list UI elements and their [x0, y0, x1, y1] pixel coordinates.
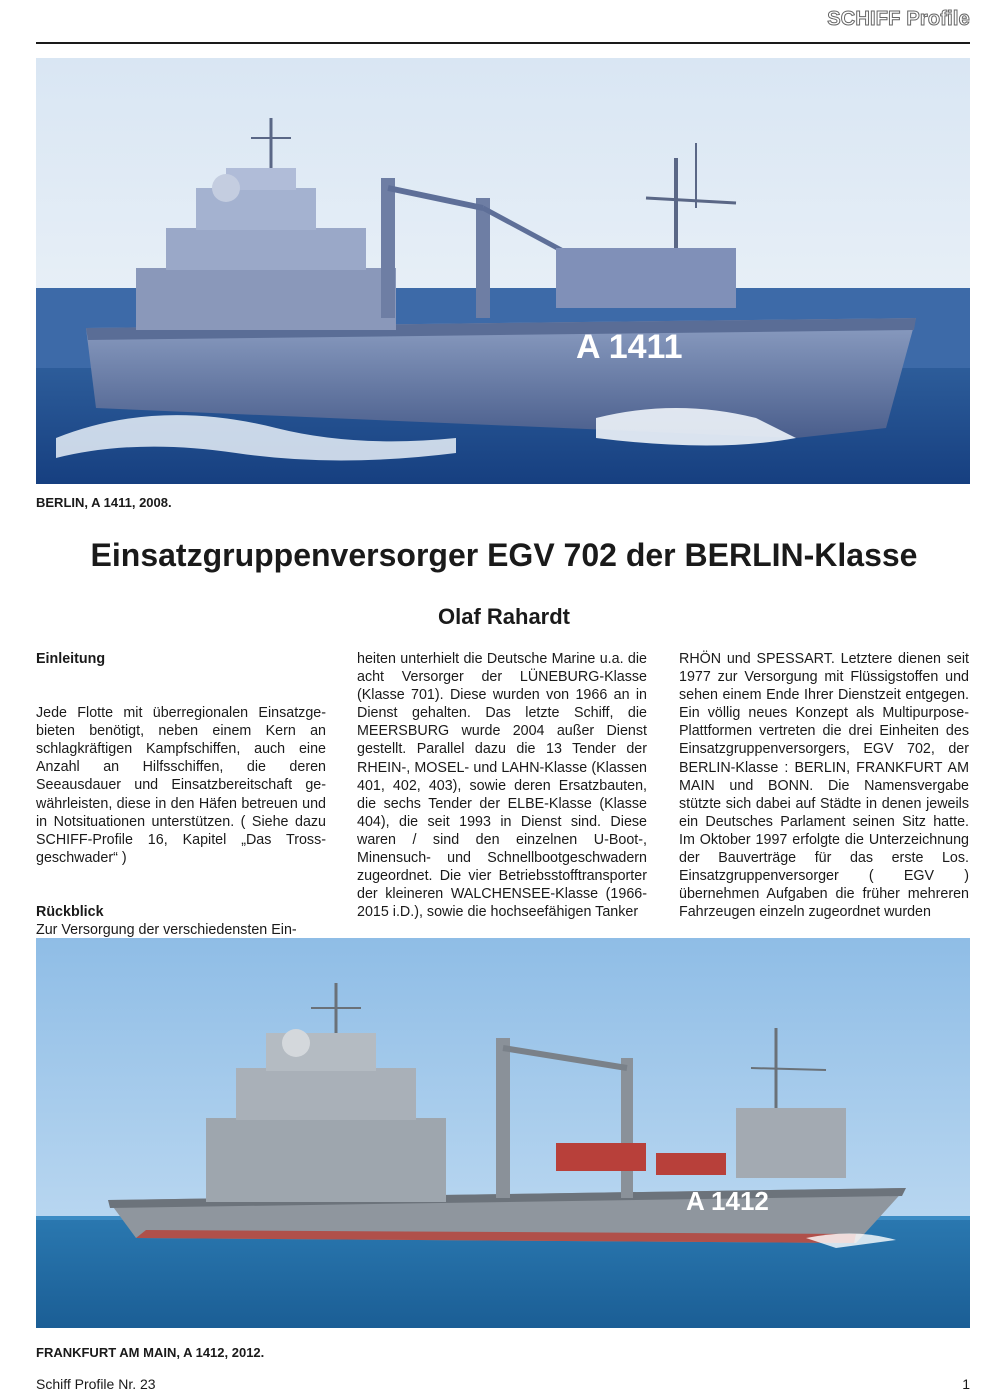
ship-illustration-frankfurt	[36, 938, 970, 1328]
article-title: Einsatzgruppenversorger EGV 702 der BERLIN-Klasse	[90, 537, 918, 573]
paragraph-column-2: heiten unterhielt die Deutsche Marine u.a. die acht Versorger der LÜNEBURG-Klasse (Klasse 701). Diese wurden von 1966 an in Dienst gehalten. Das letzte Schiff, die MEERSBURG wurde 2004 außer Dienst gestellt. Parallel dazu die 13 Tender der RHEIN-, MOSEL- und LAHN-Klasse (Klassen 401, 402, 403), sowie deren Ersatzbauten, die sechs Tender der ELBE-Klasse (Klasse 404), die seit 1993 in Dienst sind. Diese waren / sind den einzelnen U-Boot-, Minensuch- und Schnellbootgeschwadern zugeordnet. Die vier Betriebsstofftransporter der kleineren WALCHENSEE-Klasse (1966-2015 i.D.), sowie die hochseefähigen Tanker	[357, 651, 647, 921]
hull-number-frankfurt: A 1412	[686, 1186, 769, 1216]
text-column-1	[36, 650, 326, 939]
photo-caption-berlin: BERLIN, A 1411, 2008.	[36, 495, 172, 510]
section-heading-einleitung: Einleitung	[36, 651, 106, 667]
hull-number-berlin: A 1411	[576, 328, 683, 366]
article-author: Olaf Rahardt	[437, 604, 571, 629]
photo-berlin	[36, 58, 970, 484]
header-brand: SCHIFF Profile	[827, 8, 970, 30]
photo-caption-frankfurt: FRANKFURT AM MAIN, A 1412, 2012.	[36, 1345, 265, 1360]
ship-illustration-berlin	[36, 58, 970, 484]
text-column-3	[679, 650, 969, 921]
text-column-2	[357, 650, 647, 921]
footer-page-number: 1	[962, 1376, 970, 1392]
paragraph-rueckblick-start: Zur Versorgung der verschiedensten Ein-	[36, 922, 297, 939]
paragraph-column-3: RHÖN und SPESSART. Letztere dienen seit 1977 zur Versorgung mit Flüssigstoffen und sehen einem Ende Ihrer Dienstzeit entgegen. Ein völlig neues Konzept als Multipurpose-Plattformen vertreten die drei Einheiten des Einsatzgruppenversorgers, EGV 702, der BERLIN-Klasse : BERLIN, FRANKFURT AM MAIN und BONN. Die Namensvergabe stützte sich dabei auf Städte in denen jeweils ein Deutsches Parlament seinen Sitz hatte. Im Oktober 1997 erfolgte die Unterzeichnung der Bauverträge für das erste Los. Einsatzgruppenversorger ( EGV ) übernehmen Aufgaben die früher mehreren Fahrzeugen einzeln zugeordnet wurden	[679, 651, 969, 921]
section-heading-rueckblick: Rückblick	[36, 903, 104, 920]
header-rule	[36, 42, 970, 44]
paragraph-einleitung: Jede Flotte mit überregionalen Einsatzgebieten benötigt, neben einem Kern an schlagkräftigen Kampfschiffen, auch eine Anzahl an Hilfsschiffen, die deren Seeausdauer und Einsatzbereitschaft gewährleisten, diese in den Häfen betreuen und in Notsituationen unterstützen. ( Siehe dazu SCHIFF-Profile 16, Kapitel „Das Trossgeschwader“ )	[36, 705, 326, 866]
photo-frankfurt	[36, 938, 970, 1328]
footer-publication: Schiff Profile Nr. 23	[36, 1376, 156, 1392]
